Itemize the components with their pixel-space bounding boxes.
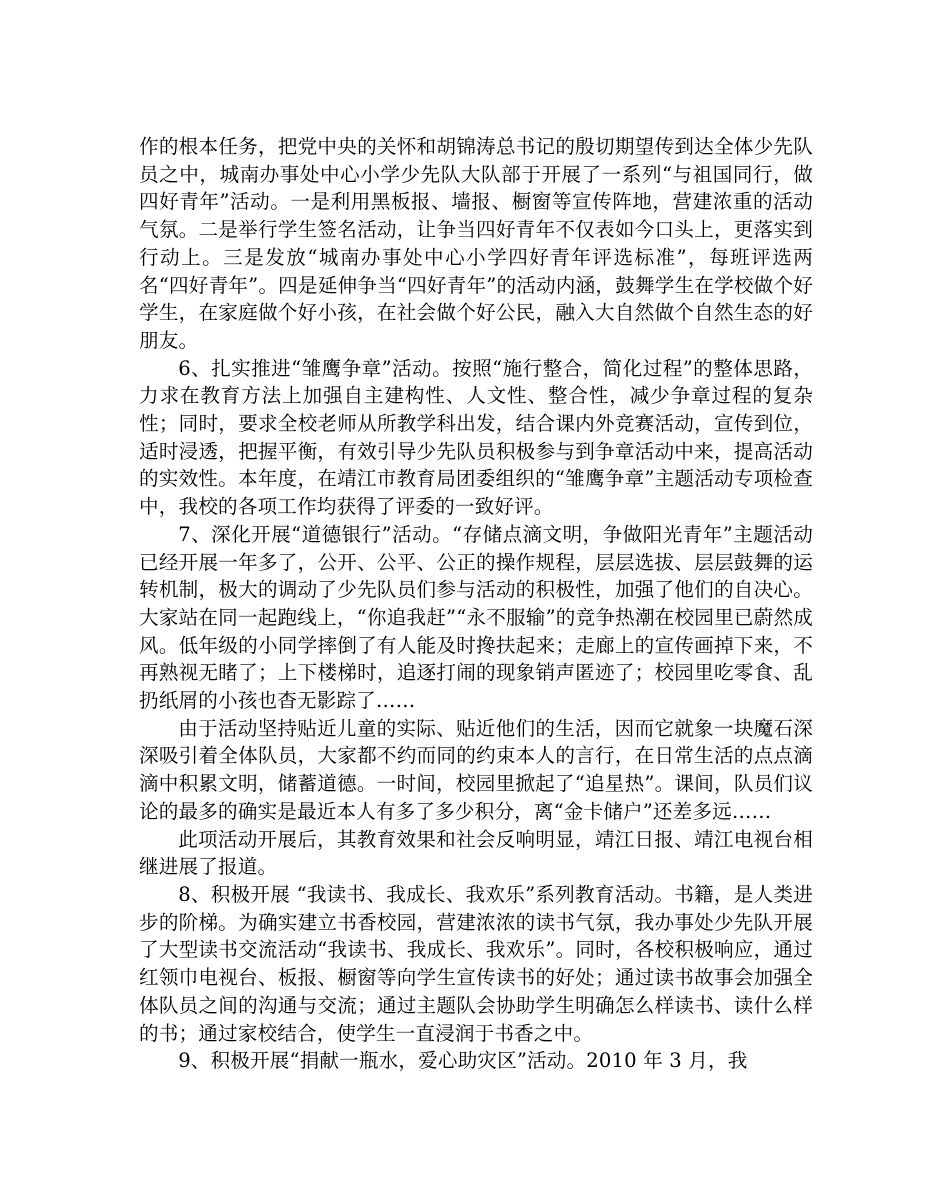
paragraph-item-8: 8、积极开展 “我读书、我成长、我欢乐”系列教育活动。书籍，是人类进步的阶梯。为确实建立书香校园，营建浓浓的读书气氛，我办事处少先队开展了大型读书交流活动“我读书、我成长、我欢乐”。同时，各校积极响应，通过红领巾电视台、板报、橱窗等向学生宣传读书的好处；通过读书故事会加强全体队员之间的沟通与交流；通过主题队会协助学生明确怎么样读书、读什么样的书；通过家校结合，使学生一直浸润于书香之中。 [139,882,813,1045]
paragraph-activity-effect: 由于活动坚持贴近儿童的实际、贴近他们的生活，因而它就象一块魔石深深吸引着全体队员，大家都不约而同的约束本人的言行，在日常生活的点点滴滴中积累文明，储蓄道德。一时间，校园里掀起了“追星热”。课间，队员们议论的最多的确实是最近本人有多了多少积分，离“金卡储户”还差多远…… [139,716,813,823]
paragraph-item-6: 6、扎实推进“雏鹰争章”活动。按照“施行整合，简化过程”的整体思路，力求在教育方法上加强自主建构性、人文性、整合性，减少争章过程的复杂性；同时，要求全校老师从所教学科出发，结合课内外竞赛活动，宣传到位，适时浸透，把握平衡，有效引导少先队员积极参与到争章活动中来，提高活动的实效性。本年度，在靖江市教育局团委组织的“雏鹰争章”主题活动专项检查中，我校的各项工作均获得了评委的一致好评。 [139,356,813,519]
paragraph-continuation: 作的根本任务，把党中央的关怀和胡锦涛总书记的殷切期望传到达全体少先队员之中，城南办事处中心小学少先队大队部于开展了一系列“与祖国同行，做四好青年”活动。一是利用黑板报、墙报、橱窗等宣传阵地，营建浓重的活动气氛。二是举行学生签名活动，让争当四好青年不仅表如今口头上，更落实到行动上。三是发放“城南办事处中心小学四好青年评选标准”，每班评选两名“四好青年”。四是延伸争当“四好青年”的活动内涵，鼓舞学生在学校做个好学生，在家庭做个好小孩，在社会做个好公民，融入大自然做个自然生态的好朋友。 [139,135,813,352]
paragraph-item-9: 9、积极开展“捐献一瓶水，爱心助灾区”活动。2010 年 3 月，我 [178,1049,748,1073]
paragraph-media-report: 此项活动开展后，其教育效果和社会反响明显，靖江日报、靖江电视台相继进展了报道。 [139,827,813,879]
paragraph-item-7: 7、深化开展“道德银行”活动。“存储点滴文明，争做阳光青年”主题活动已经开展一年多了，公开、公平、公正的操作规程，层层选拔、层层鼓舞的运转机制，极大的调动了少先队员们参与活动的积极性，加强了他们的自决心。大家站在同一起跑线上，“你追我赶”“永不服输”的竞争热潮在校园里已蔚然成风。低年级的小同学摔倒了有人能及时搀扶起来；走廊上的宣传画掉下来，不再熟视无睹了；上下楼梯时，追逐打闹的现象销声匿迹了；校园里吃零食、乱扔纸屑的小孩也杳无影踪了…… [139,522,813,713]
document-body [139,133,813,1075]
